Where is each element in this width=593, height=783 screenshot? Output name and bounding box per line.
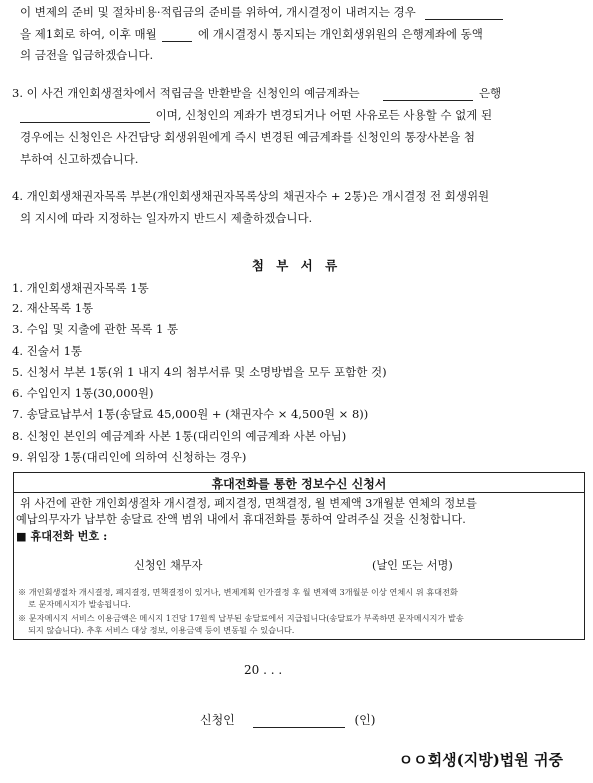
note2-line2: 되지 않습니다). 추후 서비스 대상 정보, 이용금액 등이 변동될 수 있습니다. [28,625,295,635]
p2-line2-b: 에 개시결정시 통지되는 개인회생위원의 은행계좌에 동액 [198,27,483,41]
account-number-blank[interactable] [20,110,150,123]
start-date-blank[interactable] [425,7,503,20]
court-name: ㅇㅇ회생(지방)법원 귀중 [398,751,563,769]
p2-line3: 의 금전을 입금하겠습니다. [20,48,154,62]
attachments-title: 첨 부 서 류 [251,258,342,273]
p2-line1-text: 이 변제의 준비 및 절차비용·적립금의 준비를 위하여, 개시결정이 내려지는 경우 [20,5,416,19]
monthly-day-blank[interactable] [162,29,192,42]
p3-line2-text: 이며, 신청인의 계좌가 변경되거나 어떤 사유로든 사용할 수 없게 된 [155,108,493,122]
mobile-box-title: 휴대전화를 통한 정보수신 신청서 [211,477,387,491]
attachment-item: 7. 송달료납부서 1통(송달료 45,000원 + (채권자수 × 4,500원 × 8)) [12,407,369,421]
p2-line1 [20,4,503,20]
attachment-item: 3. 수입 및 지출에 관한 목록 1 통 [12,322,179,336]
mobile-box-desc-line1: 위 사건에 관한 개인회생절차 개시결정, 폐지결정, 면책결정, 월 변제액 3개월분 연체의 정보를 [20,497,477,510]
p2-line2 [20,26,483,42]
bank-name-blank[interactable] [383,88,473,101]
applicant-name-blank[interactable] [253,715,345,728]
attachment-item: 8. 신청인 본인의 예금계좌 사본 1통(대리인의 예금계좌 사본 아님) [12,429,347,443]
attachment-item: 4. 진술서 1통 [12,344,83,358]
note1-line2: 로 문자메시지가 발송됩니다. [28,599,131,609]
p3-line2 [20,107,492,123]
phone-number-field[interactable] [156,528,356,542]
p4-line1: 4. 개인회생채권자목록 부본(개인회생채권자목록상의 채권자수 + 2통)은 개시결정 전 회생위원 [12,189,490,203]
mobile-notification-box [13,472,585,640]
p2-line2-a: 을 제1회로 하여, 이후 매월 [20,27,157,41]
attachment-item: 9. 위임장 1통(대리인에 의하여 신청하는 경우) [12,450,247,464]
box-seal-label: (날인 또는 서명) [372,559,453,572]
box-title-divider [14,492,584,493]
box-applicant-label: 신청인 채무자 [134,559,203,572]
applicant-label: 신청인 [200,713,235,727]
p4-line2: 의 지시에 따라 지정하는 일자까지 반드시 제출하겠습니다. [20,211,313,225]
attachment-item: 6. 수입인지 1통(30,000원) [12,386,154,400]
attachment-item: 2. 재산목록 1통 [12,301,94,315]
note1-line1: ※ 개인회생절차 개시결정, 폐지결정, 면책결정이 있거나, 변제계획 인가결정 후 월 변제액 3개월분 이상 연체시 위 휴대전화 [18,587,458,597]
phone-number-label: ■ 휴대전화 번호 : [16,529,108,543]
attachment-item: 1. 개인회생채권자목록 1통 [12,281,149,295]
mobile-box-desc-line2: 예납의무자가 납부한 송달료 잔액 범위 내에서 휴대전화를 통하여 알려주실 것을 신청합니다. [16,513,466,526]
p3-line1 [12,85,501,101]
p3-line3: 경우에는 신청인은 사건담당 회생위원에게 즉시 변경된 예금계좌를 신청인의 통장사본을 첨 [20,130,476,144]
p3-line1-a: 3. 이 사건 개인회생절차에서 적립금을 반환받을 신청인의 예금계좌는 [12,86,360,100]
signature-row [200,711,375,728]
p3-line4: 부하여 신고하겠습니다. [20,152,139,166]
note2-line1: ※ 문자메시지 서비스 이용금액은 메시지 1건당 17원씩 납부된 송달료에서 지급됩니다(송달료가 부족하면 문자메시지가 발송 [18,613,464,623]
seal-mark: (인) [354,713,376,727]
application-date: 20 . . . [244,663,283,677]
p3-line1-b: 은행 [478,86,502,100]
attachment-item: 5. 신청서 부본 1통(위 1 내지 4의 첨부서류 및 소명방법을 모두 포함한 것) [12,365,387,379]
